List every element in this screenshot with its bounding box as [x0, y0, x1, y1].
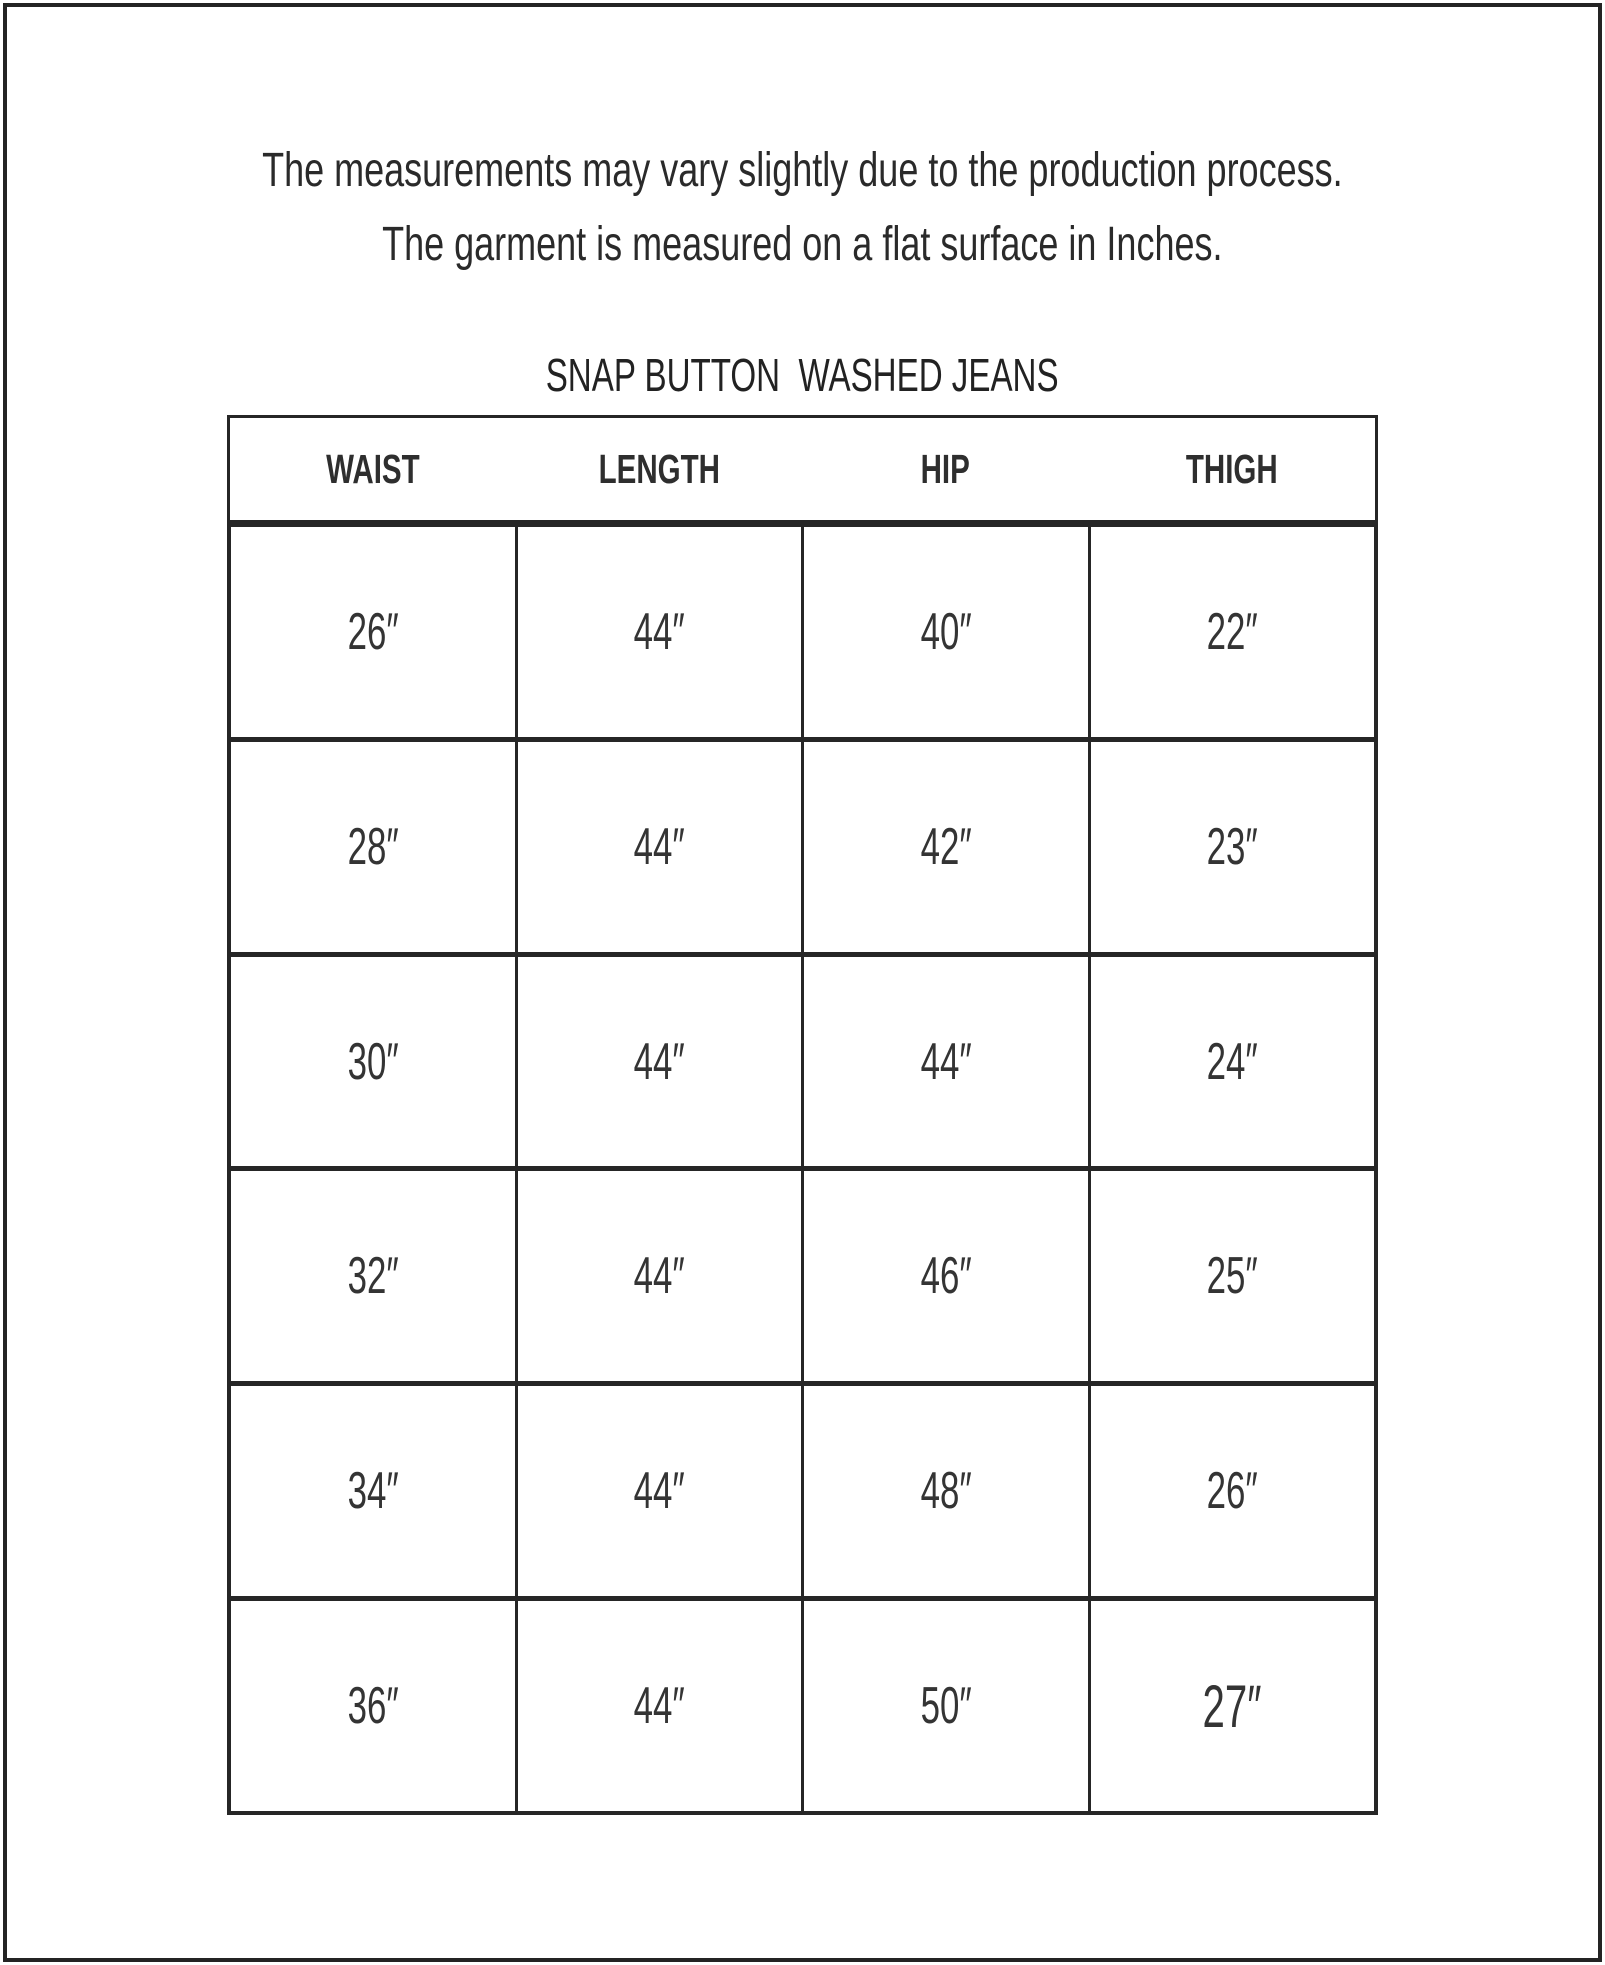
size-cell: 36″ — [231, 1601, 515, 1811]
size-cell: 42″ — [804, 742, 1088, 952]
size-cell: 44″ — [518, 1601, 802, 1811]
size-cell: 24″ — [1091, 957, 1375, 1167]
size-cell: 32″ — [231, 1171, 515, 1381]
header-cell-hip: HIP — [921, 445, 971, 492]
size-cell: 26″ — [231, 527, 515, 737]
size-cell: 44″ — [518, 1386, 802, 1596]
size-cell: 44″ — [804, 957, 1088, 1167]
size-cell: 44″ — [518, 957, 802, 1167]
size-cell: 44″ — [518, 742, 802, 952]
size-cell: 25″ — [1091, 1171, 1375, 1381]
size-cell: 44″ — [518, 1171, 802, 1381]
size-cell: 22″ — [1091, 527, 1375, 737]
intro-line-1: The measurements may vary slightly due to the production process. — [262, 144, 1343, 197]
size-cell: 50″ — [804, 1601, 1088, 1811]
size-cell: 34″ — [231, 1386, 515, 1596]
size-cell: 46″ — [804, 1171, 1088, 1381]
size-chart-title: SNAP BUTTON WASHED JEANS — [546, 349, 1059, 401]
size-cell: 30″ — [231, 957, 515, 1167]
intro-line-2: The garment is measured on a flat surface in Inches. — [382, 218, 1223, 271]
size-cell: 28″ — [231, 742, 515, 952]
size-cell: 23″ — [1091, 742, 1375, 952]
size-chart-table — [227, 523, 1378, 1815]
size-cell: 26″ — [1091, 1386, 1375, 1596]
intro-note — [0, 134, 1605, 282]
size-chart-header-row — [227, 415, 1378, 523]
header-cell-length: LENGTH — [598, 445, 721, 492]
size-cell: 27″ — [1091, 1601, 1375, 1811]
size-cell: 40″ — [804, 527, 1088, 737]
size-cell: 48″ — [804, 1386, 1088, 1596]
header-cell-thigh: THIGH — [1185, 445, 1278, 492]
header-cell-waist: WAIST — [326, 445, 420, 492]
size-cell: 44″ — [518, 527, 802, 737]
